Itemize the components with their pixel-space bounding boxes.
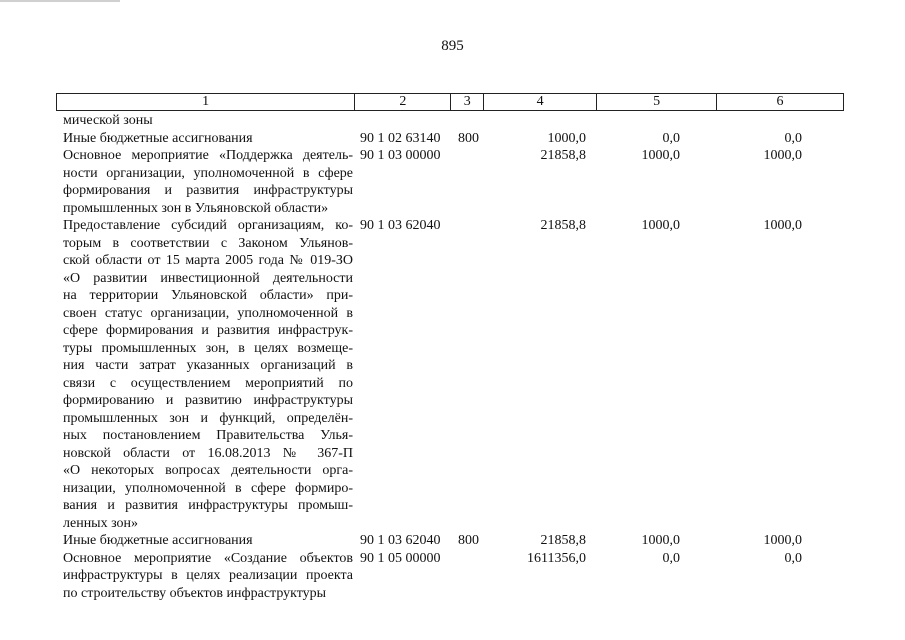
row-amount-col4: 21858,8 [540,148,586,163]
table-row [0,147,905,217]
description-line: новской области от 16.08.2013 № 367-П [63,445,353,461]
table-row [0,217,905,532]
budget-table-body [0,112,905,602]
row-amount-col6: 1000,0 [763,218,802,233]
row-amount-col5: 1000,0 [641,533,680,548]
description-line: ской области от 15 марта 2005 года № 019-ЗО [63,253,353,268]
page-number: 895 [441,38,464,54]
row-code: 90 1 02 63140 [360,130,441,146]
row-amount-col5: 0,0 [662,550,680,566]
row-description [63,112,353,130]
description-line: своен статус организации, уполномоченной в [63,305,353,321]
row-description [63,550,353,603]
table-row [0,532,905,550]
row-amount-col5: 1000,0 [641,218,680,233]
table-row [0,550,905,603]
description-line: сфере формирования и развития инфраструк- [63,323,353,338]
row-code: 90 1 03 00000 [360,148,441,163]
column-header-1: 1 [57,94,355,111]
column-header-6: 6 [717,94,844,111]
description-line: ных постановлением Правительства Улья- [63,428,353,443]
column-header-2: 2 [355,94,451,111]
row-expense-type: 800 [458,533,479,548]
row-code: 90 1 03 62040 [360,533,441,548]
description-line: на территории Ульяновской области» при- [63,288,353,303]
row-amount-col6: 1000,0 [763,148,802,163]
description-line: инфраструктуры в целях реализации проекта [63,568,353,583]
description-line: формирования и развития инфраструктуры [63,183,353,198]
description-line: Основное мероприятие «Поддержка деятель- [63,148,353,163]
table-row [0,130,905,148]
description-line: низации, уполномоченной в сфере формиро- [63,480,353,496]
column-header-row [57,94,844,111]
table-row [0,112,905,130]
row-description [63,147,353,217]
row-description [63,217,353,532]
description-line: промышленных зон и функций, определён- [63,410,353,426]
description-line: промышленных зон в Ульяновской области» [63,200,329,216]
row-amount-col5: 0,0 [662,130,680,146]
row-description [63,532,353,550]
row-description [63,130,353,148]
description-line: туры промышленных зон, в целях возмеще- [63,340,353,356]
description-line: Основное мероприятие «Создание объектов [63,550,353,566]
description-line: Предоставление субсидий организациям, ко- [63,218,353,233]
description-line: вания и развития инфраструктуры промыш- [63,498,353,513]
row-code: 90 1 05 00000 [360,550,441,566]
row-amount-col4: 1000,0 [547,130,586,146]
description-line: «О развитии инвестиционной деятельности [63,270,353,286]
description-line: ленных зон» [63,515,139,531]
row-amount-col4: 21858,8 [540,218,586,233]
description-line: Иные бюджетные ассигнования [63,533,253,548]
row-amount-col4: 1611356,0 [527,550,586,566]
description-line: ния части затрат указанных организаций в [63,358,353,373]
column-header-3: 3 [451,94,484,111]
description-line: Иные бюджетные ассигнования [63,130,253,146]
row-amount-col6: 0,0 [784,130,802,146]
row-amount-col4: 21858,8 [540,533,586,548]
scan-edge-mark [0,0,120,2]
description-line: формированию и развитию инфраструктуры [63,393,353,408]
row-amount-col5: 1000,0 [641,148,680,163]
description-line: мической зоны [63,113,153,128]
description-line: по строительству объектов инфраструктуры [63,585,327,601]
description-line: ности организации, уполномоченной в сфере [63,165,353,181]
row-amount-col6: 1000,0 [763,533,802,548]
row-code: 90 1 03 62040 [360,218,441,233]
column-header-4: 4 [484,94,597,111]
description-line: связи с осуществлением мероприятий по [63,375,353,391]
description-line: торым в соответствии с Законом Ульянов- [63,235,353,251]
row-expense-type: 800 [458,130,479,146]
row-amount-col6: 0,0 [784,550,802,566]
column-header-5: 5 [597,94,717,111]
column-header-table [56,93,844,111]
description-line: «О некоторых вопросах деятельности орга- [63,463,353,478]
